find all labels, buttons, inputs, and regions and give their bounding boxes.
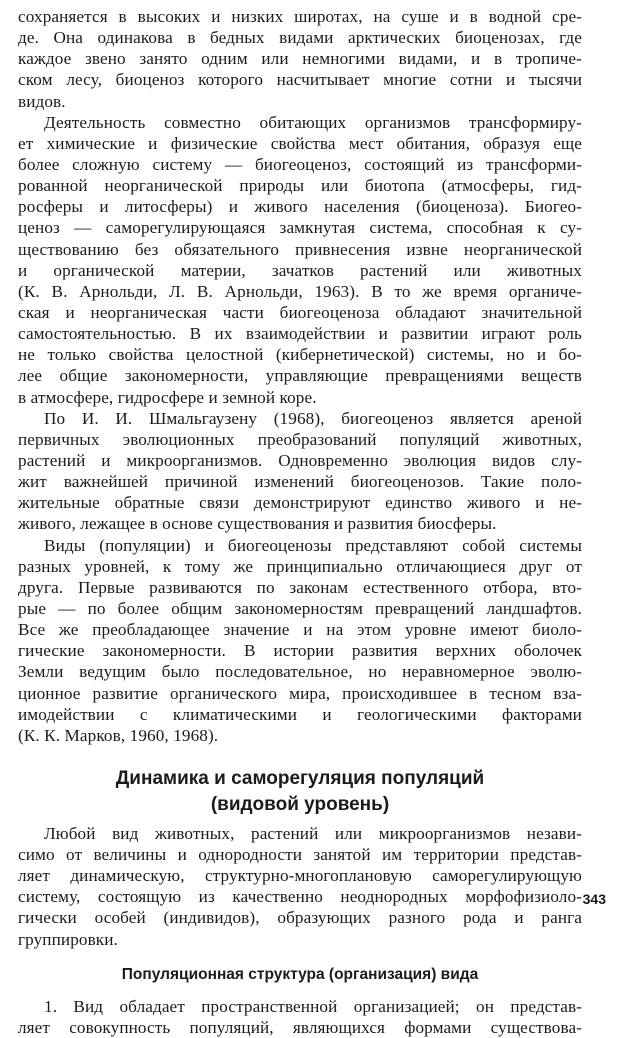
text-line: Все же преобладающее значение и на этом уровне имеют биоло- xyxy=(18,620,582,640)
text-line: ционное развитие органического мира, происходившее в тесном вза- xyxy=(18,683,582,703)
text-line: в атмосфере, гидросфере и земной коре. xyxy=(18,387,317,407)
text-line: друга. Первые развиваются по законам естественного отбора, вто- xyxy=(18,577,582,597)
paragraph-4 xyxy=(18,535,582,746)
page-number: 343 xyxy=(582,891,606,907)
text-line: и органической материи, зачатков растений или животных xyxy=(18,260,582,280)
text-line: (К. В. Арнольди, Л. В. Арнольди, 1963). В то же время органиче- xyxy=(18,281,582,301)
text-line: Деятельность совместно обитающих организмов трансформиру- xyxy=(44,112,582,132)
text-line: гически особей (индивидов), образующих разного рода и ранга xyxy=(18,908,582,928)
text-line: имодействии с климатическими и геологическими факторами xyxy=(18,704,582,724)
text-line: каждое звено занято одним или немногими видами, и в тропиче- xyxy=(18,49,582,69)
paragraph-6 xyxy=(18,996,582,1038)
paragraph-1 xyxy=(18,6,582,112)
text-line: гические закономерности. В истории развития верхних оболочек xyxy=(18,641,582,661)
text-line: ском лесу, биоценоз которого насчитывает многие сотни и тысячи xyxy=(18,70,582,90)
paragraph-2 xyxy=(18,112,582,408)
text-line: ет химические и физические свойства мест обитания, образуя еще xyxy=(18,133,582,153)
paragraph-3 xyxy=(18,408,582,535)
text-line: ляет совокупность популяций, являющихся формами существова- xyxy=(18,1017,582,1037)
section-heading: Динамика и саморегуляция популяций xyxy=(115,767,485,789)
text-line: первичных эволюционных преобразований популяций животных, xyxy=(18,429,582,449)
text-line: живого, лежащее в основе существования и развития биосферы. xyxy=(18,514,497,534)
text-line: систему, состоящую из качественно неоднородных морфофизиоло- xyxy=(18,887,582,907)
text-line: росферы и литосферы) и живого населения (биоценоза). Биогео- xyxy=(18,197,582,217)
text-line: видов. xyxy=(18,91,66,111)
book-page xyxy=(18,6,582,1038)
text-line: рые — по более общим закономерностям превращений ландшафтов. xyxy=(18,598,582,618)
text-line: Любой вид животных, растений или микроорганизмов незави- xyxy=(44,823,582,843)
text-line: (К. К. Марков, 1960, 1968). xyxy=(18,725,219,745)
text-line: жительные обратные связи демонстрируют единство живого и не- xyxy=(18,493,582,513)
paragraph-5 xyxy=(18,823,582,950)
text-line: растений и микроорганизмов. Одновременно эволюция видов слу- xyxy=(18,450,582,470)
text-line: Земли ведущим было последовательное, но неравномерное эволю- xyxy=(18,662,582,682)
text-line: разных уровней, к тому же принципиально отличающиеся друг от xyxy=(18,556,582,576)
text-line: ществованию без обязательного привнесения извне неорганической xyxy=(18,239,582,259)
text-line: сохраняется в высоких и низких широтах, на суше и в водной сре- xyxy=(18,7,582,26)
text-line: самостоятельностью. В их взаимодействии и развитии играют роль xyxy=(18,324,582,344)
text-line: Виды (популяции) и биогеоценозы представляют собой системы xyxy=(44,535,582,555)
section-heading-subtitle: (видовой уровень) xyxy=(210,793,390,815)
text-line: лее общие закономерности, управляющие превращениями веществ xyxy=(18,366,582,386)
text-line: ская и неорганическая части биогеоценоза обладают значительной xyxy=(18,302,582,322)
text-line: ценоз — саморегулирующаяся замкнутая система, способная к су- xyxy=(18,218,582,238)
text-line: де. Она одинакова в бедных видами арктических биоценозах, где xyxy=(18,28,582,48)
text-line: ляет динамическую, структурно-многоплановую саморегулирующую xyxy=(18,866,582,886)
subsection-heading: Популяционная структура (организация) вида xyxy=(121,965,479,983)
text-line: не только свойства целостной (кибернетической) системы, но и бо- xyxy=(18,345,582,365)
text-line: симо от величины и однородности занятой им территории представ- xyxy=(18,845,582,865)
text-line: 1. Вид обладает пространственной организацией; он представ- xyxy=(44,996,582,1016)
text-line: По И. И. Шмальгаузену (1968), биогеоценоз является ареной xyxy=(44,408,582,428)
text-line: более сложную систему — биогеоценоз, состоящий из трансформи- xyxy=(18,154,582,174)
text-line: рованной неорганической природы или биотопа (атмосферы, гид- xyxy=(18,176,582,196)
text-line: группировки. xyxy=(18,929,118,949)
text-line: жит важнейшей причиной изменений биогеоценозов. Такие поло- xyxy=(18,472,582,492)
